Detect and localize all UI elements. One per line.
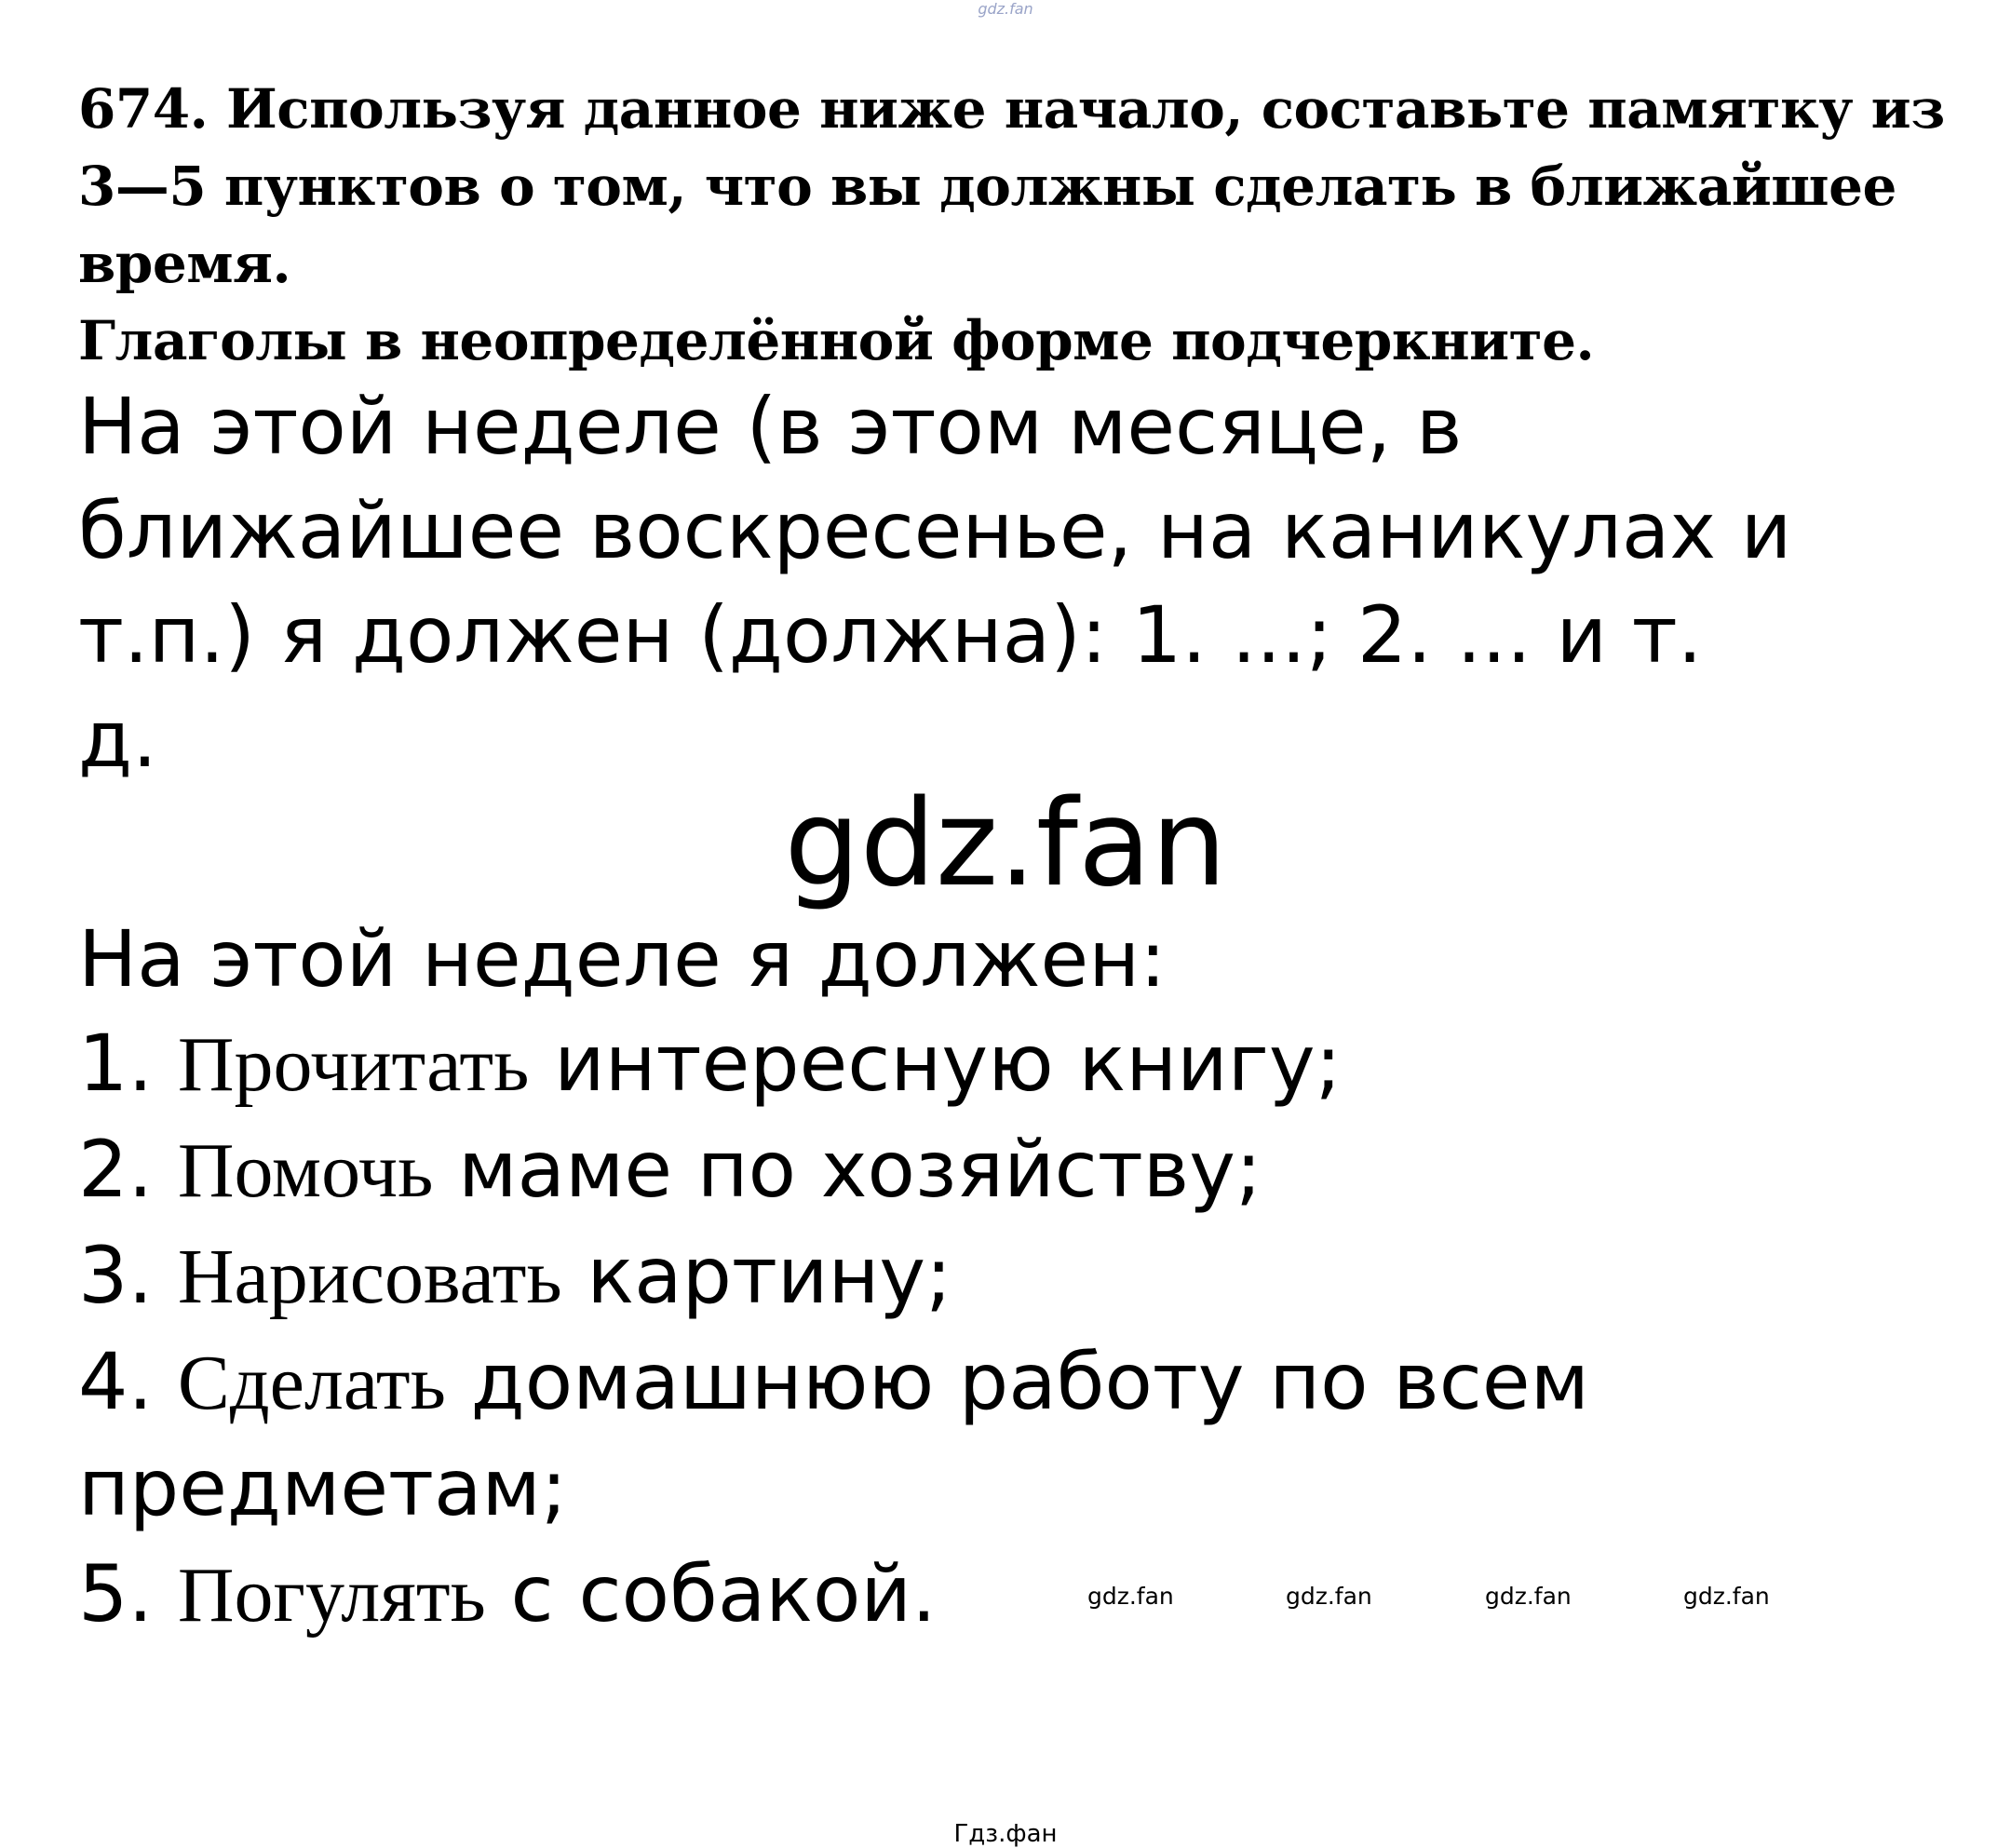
small-watermark: gdz.fan <box>1286 1583 1372 1610</box>
item-number: 1. <box>78 1018 178 1109</box>
task-line: 3—5 пунктов о том, что вы должны сделать в ближайшее <box>78 155 1896 218</box>
item-rest: интересную книгу; <box>529 1018 1342 1109</box>
small-watermark: gdz.fan <box>1485 1583 1572 1610</box>
item-rest: картину; <box>561 1230 952 1321</box>
prompt-line: На этой неделе (в этом месяце, в <box>78 381 1463 472</box>
answer-item <box>78 1117 1977 1223</box>
item-number: 3. <box>78 1230 178 1321</box>
answer-item <box>78 1011 1977 1117</box>
answer-item <box>78 1223 1977 1329</box>
item-rest: домашнюю работу по всем <box>445 1336 1589 1427</box>
item-number: 4. <box>78 1336 178 1427</box>
answer-item-continuation <box>78 1436 1977 1542</box>
prompt-text <box>78 374 1977 791</box>
item-verb: Помочь <box>177 1127 434 1214</box>
center-watermark: gdz.fan <box>784 775 1227 913</box>
task-line: 674. Используя данное ниже начало, составьте памятку из <box>78 77 1945 141</box>
item-rest: предметам; <box>78 1442 568 1533</box>
small-watermark: gdz.fan <box>1087 1583 1174 1610</box>
answer-block <box>78 907 1977 1648</box>
task-line: время. <box>78 232 291 295</box>
small-watermark: gdz.fan <box>1683 1583 1770 1610</box>
top-watermark: gdz.fan <box>978 0 1033 18</box>
answer-heading: На этой неделе я должен: <box>78 913 1167 1005</box>
item-number: 2. <box>78 1124 178 1215</box>
answer-item <box>78 1329 1977 1436</box>
prompt-line: д. <box>78 694 157 785</box>
item-rest: маме по хозяйству; <box>433 1124 1262 1215</box>
item-verb: Прочитать <box>177 1021 530 1108</box>
task-statement <box>78 71 1945 380</box>
item-rest: с собакой. <box>485 1548 937 1639</box>
item-verb: Нарисовать <box>177 1234 562 1320</box>
prompt-line: т.п.) я должен (должна): 1. ...; 2. ... и т. <box>78 589 1703 681</box>
item-number: 5. <box>78 1548 178 1639</box>
item-verb: Сделать <box>177 1340 446 1426</box>
bottom-watermark: Гдз.фан <box>953 1820 1058 1848</box>
prompt-line: ближайшее воскресенье, на каникулах и <box>78 485 1792 576</box>
item-verb: Погулять <box>177 1552 486 1639</box>
task-line: Глаголы в неопределённой форме подчеркните. <box>78 309 1595 372</box>
